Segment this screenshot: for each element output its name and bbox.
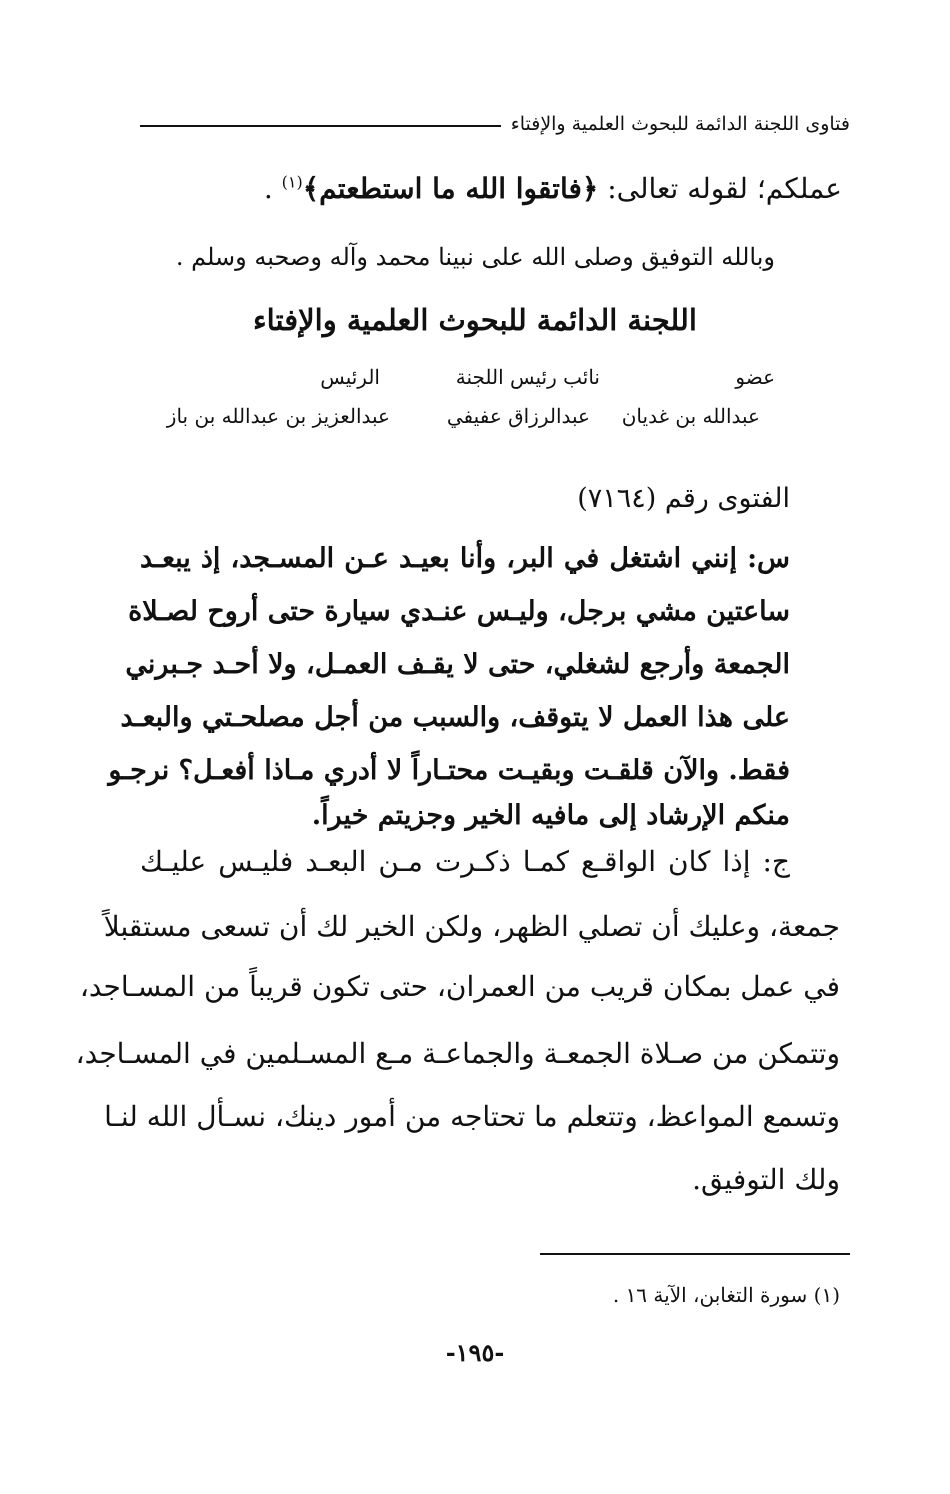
answer-line: وتسمع المواعظ، وتتعلم ما تحتاجه من أمور دينك، نسـأل الله لنـا (104, 1100, 840, 1133)
member-2-role: نائب رئيس اللجنة (455, 365, 600, 389)
footnote-marker: (١) (281, 172, 303, 192)
intro-line-1-prefix: عملكم؛ لقوله تعالى: (598, 172, 842, 205)
page-number: -١٩٥- (445, 1338, 505, 1367)
running-header-title: فتاوى اللجنة الدائمة للبحوث العلمية والإفتاء (510, 113, 850, 135)
footnote-rule (540, 1253, 850, 1255)
member-3-name: عبدالعزيز بن عبدالله بن باز (166, 404, 390, 428)
intro-line-1 (264, 172, 842, 205)
running-header-rule (140, 125, 501, 127)
intro-line-1-suffix: . (263, 172, 282, 205)
question-line: فقط. والآن قلقـت وبقيـت محتـاراً لا أدري مـاذا أفعـل؟ نرجـو (108, 755, 790, 786)
question-line: الجمعة وأرجع لشغلي، حتى لا يقـف العمـل، ولا أحـد جـبرني (125, 649, 790, 680)
member-1-role: عضو (735, 365, 775, 389)
question-line: س: إنني اشتغل في البر، وأنا بعيـد عـن المسـجد، إذ يبعـد (140, 543, 790, 574)
question-line: على هذا العمل لا يتوقف، والسبب من أجل مصلحـتي والبعـد (120, 702, 790, 733)
question-line: منكم الإرشاد إلى مافيه الخير وجزيتم خيراً. (311, 800, 790, 831)
member-1-name: عبدالله بن غديان (621, 404, 760, 428)
intro-line-2: وبالله التوفيق وصلى الله على نبينا محمد وآله وصحبه وسلم . (175, 243, 775, 271)
answer-line: في عمل بمكان قريب من العمران، حتى تكون قريباً من المسـاجد، (79, 970, 840, 1003)
running-header (140, 104, 850, 144)
quran-verse: ﴿فاتقوا الله ما استطعتم﴾ (302, 172, 599, 205)
answer-line: ج: إذا كان الواقـع كمـا ذكـرت مـن البعـد فليـس عليـك (140, 845, 790, 878)
footnote: (١) سورة التغابن، الآية ١٦ . (612, 1283, 840, 1307)
fatwa-number: الفتوى رقم (٧١٦٤) (577, 483, 790, 514)
answer-line: ولك التوفيق. (692, 1163, 840, 1196)
committee-title: اللجنة الدائمة للبحوث العلمية والإفتاء (253, 303, 697, 337)
member-2-name: عبدالرزاق عفيفي (446, 404, 590, 428)
answer-line: جمعة، وعليك أن تصلي الظهر، ولكن الخير لك أن تسعى مستقبلاً (103, 910, 840, 943)
member-3-role: الرئيس (320, 365, 380, 389)
question-line: ساعتين مشي برجل، وليـس عنـدي سيارة حتى أروح لصـلاة (128, 596, 790, 627)
answer-line: وتتمكن من صـلاة الجمعـة والجماعـة مـع المسـلمين في المسـاجد، (75, 1037, 840, 1070)
